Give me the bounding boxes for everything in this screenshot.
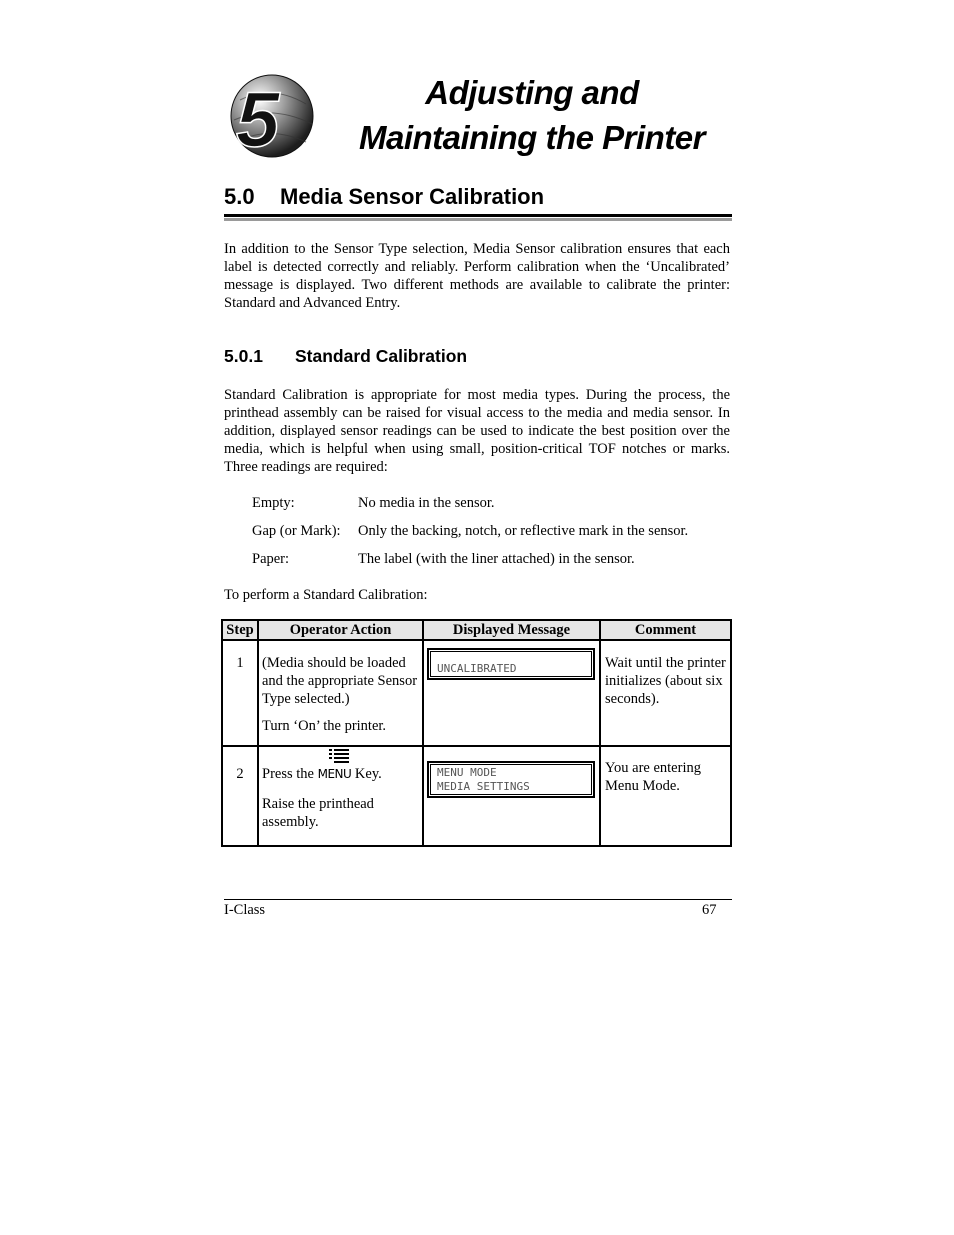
reading-term: Empty:	[252, 495, 295, 511]
subsection-number: 5.0.1	[224, 346, 263, 366]
step-number: 2	[222, 746, 258, 846]
subsection-heading	[224, 346, 467, 367]
reading-desc: Only the backing, notch, or reflective mark in the sensor.	[358, 523, 689, 539]
section-title: Media Sensor Calibration	[280, 184, 545, 209]
header-operator-action: Operator Action	[258, 620, 423, 640]
procedure-lead-in: To perform a Standard Calibration:	[224, 587, 428, 603]
comment-cell: You are entering Menu Mode.	[600, 746, 731, 846]
chapter-title-line1: Adjusting and	[425, 74, 639, 111]
reading-item	[252, 495, 495, 512]
section-heading	[224, 184, 544, 210]
chapter-number-badge	[228, 70, 314, 160]
table-row	[222, 746, 731, 846]
footer-product-name: I-Class	[224, 902, 266, 918]
reading-desc: No media in the sensor.	[358, 495, 495, 511]
action-text: Raise the printhead assembly.	[262, 796, 374, 830]
comment-cell: Wait until the printer initializes (about six seconds).	[600, 640, 731, 746]
lcd-line: MENU MODE	[437, 766, 497, 779]
menu-icon	[262, 749, 422, 765]
chapter-number: 5	[236, 75, 280, 160]
lcd-line: UNCALIBRATED	[437, 662, 517, 675]
displayed-message-cell	[423, 640, 600, 746]
menu-key-label: MENU	[317, 767, 352, 781]
reading-item	[252, 551, 635, 568]
reading-term: Gap (or Mark):	[252, 523, 341, 539]
action-pre: Press the	[262, 766, 314, 782]
header-comment: Comment	[600, 620, 731, 640]
action-text: (Media should be loaded and the appropriate Sensor Type selected.)	[262, 655, 418, 707]
table-header-row	[222, 620, 731, 640]
lcd-line: MEDIA SETTINGS	[437, 780, 530, 793]
subsection-title: Standard Calibration	[295, 346, 468, 366]
header-displayed-message: Displayed Message	[423, 620, 600, 640]
footer-page-number: 67	[702, 902, 717, 918]
action-text	[262, 765, 422, 783]
action-post: Key.	[354, 766, 382, 782]
section-number: 5.0	[224, 184, 255, 209]
chapter-title	[322, 70, 742, 160]
chapter-title-line2: Maintaining the Printer	[358, 119, 706, 156]
lcd-display	[427, 648, 595, 680]
footer-rule	[224, 899, 732, 900]
step-number: 1	[222, 640, 258, 746]
reading-term: Paper:	[252, 551, 290, 567]
reading-item	[252, 523, 688, 540]
standard-calibration-paragraph: Standard Calibration is appropriate for most media types. During the process, the printhead assembly can be raised for visual access to the media and media sensor. In addition, displayed sensor readings can be used to indicate the best position over the media, which is helpful when using small, position-critical TOF notches or marks. Three readings are required:	[224, 387, 730, 475]
intro-paragraph: In addition to the Sensor Type selection, Media Sensor calibration ensures that each label is detected correctly and reliably. Perform calibration when the ‘Uncalibrated’ message is displayed. Two different methods are available to calibrate the printer: Standard and Advanced Entry.	[224, 241, 730, 311]
reading-desc: The label (with the liner attached) in the sensor.	[358, 551, 635, 567]
section-rule	[224, 214, 732, 217]
displayed-message-cell	[423, 746, 600, 846]
lcd-display	[427, 761, 595, 798]
operator-action-cell	[258, 640, 423, 746]
section-rule-shadow	[224, 218, 732, 221]
action-text: Turn ‘On’ the printer.	[262, 718, 387, 734]
table-row	[222, 640, 731, 746]
header-step: Step	[222, 620, 258, 640]
operator-action-cell	[258, 746, 423, 846]
calibration-steps-table	[221, 619, 732, 847]
